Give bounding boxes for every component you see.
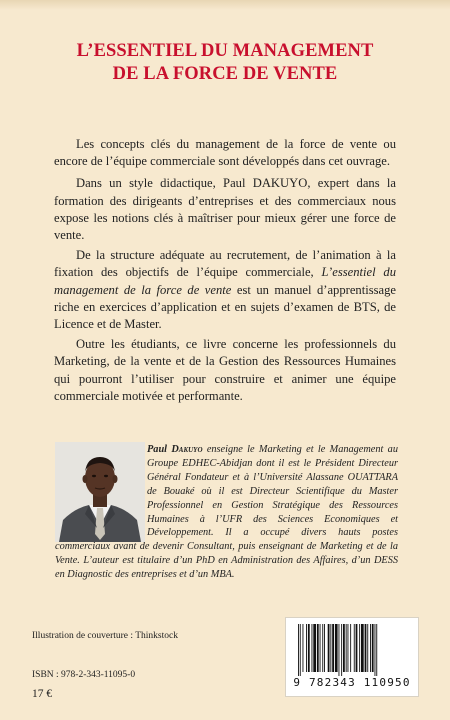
price: 17 € — [32, 688, 53, 700]
author-bio — [55, 443, 398, 582]
book-title-italic: L’essentiel du management de la force de vente — [54, 265, 396, 297]
author-bio-text: enseigne le Marketing et le Management au Groupe EDHEC-Abidjan dont il est le Président Directeur Général Fondateur et à l’Université Alassane OUATTARA de Bouaké où il est Directeur Scientifique du Master Professionnel en Gestion Stratégique des Ressources Humaines à l’UFR des Sciences Economiques et Développement. Il a occupé divers hauts postes commerciaux avant de devenir Consultant, puis enseignant de Marketing et de la Vente. L’auteur est titulaire d’un PhD en Administration des Affaires, d’un DESS en Diagnostic des entreprises et d’un MBA. — [55, 444, 398, 581]
blurb-paragraph-1: Les concepts clés du management de la force de vente ou encore de l’équipe commerciale sont développés dans cet ouvrage. — [54, 137, 396, 169]
blurb-p3-start: De la structure adéquate au recrutement, de l’animation à la fixation des objectifs de l’équipe commerciale, — [54, 248, 396, 280]
title-line-1: L’ESSENTIEL DU MANAGEMENT — [76, 41, 374, 61]
barcode — [285, 617, 419, 697]
title-line-2: DE LA FORCE DE VENTE — [112, 64, 338, 84]
barcode-number: 9 782343 110950 — [293, 676, 411, 689]
author-first-name: Paul — [147, 444, 172, 455]
isbn: ISBN : 978-2-343-11095-0 — [32, 670, 136, 680]
blurb — [54, 136, 396, 408]
blurb-paragraph-4: Outre les étudiants, ce livre concerne les professionnels du Marketing, de la vente et de la Gestion des Ressources Humaines qui pourront l’utiliser pour construire et animer une équipe commerciale motivée et performante. — [54, 337, 396, 403]
author-last-name: Dakuyo — [171, 444, 203, 455]
barcode-bars-icon — [296, 624, 408, 676]
blurb-p3-end: est un manuel d’apprentissage riche en exercices d’application et en sujets d’examen de BTS, de Licence et de Master. — [54, 282, 397, 332]
blurb-paragraph-3 — [54, 247, 396, 333]
book-title — [30, 40, 420, 86]
top-edge — [0, 0, 450, 32]
blurb-paragraph-2: Dans un style didactique, Paul DAKUYO, expert dans la formation des dirigeants d’entreprises et des commerciaux nous expose les notions clés à maîtriser pour mieux gérer une force de vente. — [54, 176, 396, 243]
cover-credits: Illustration de couverture : Thinkstock — [32, 631, 178, 641]
